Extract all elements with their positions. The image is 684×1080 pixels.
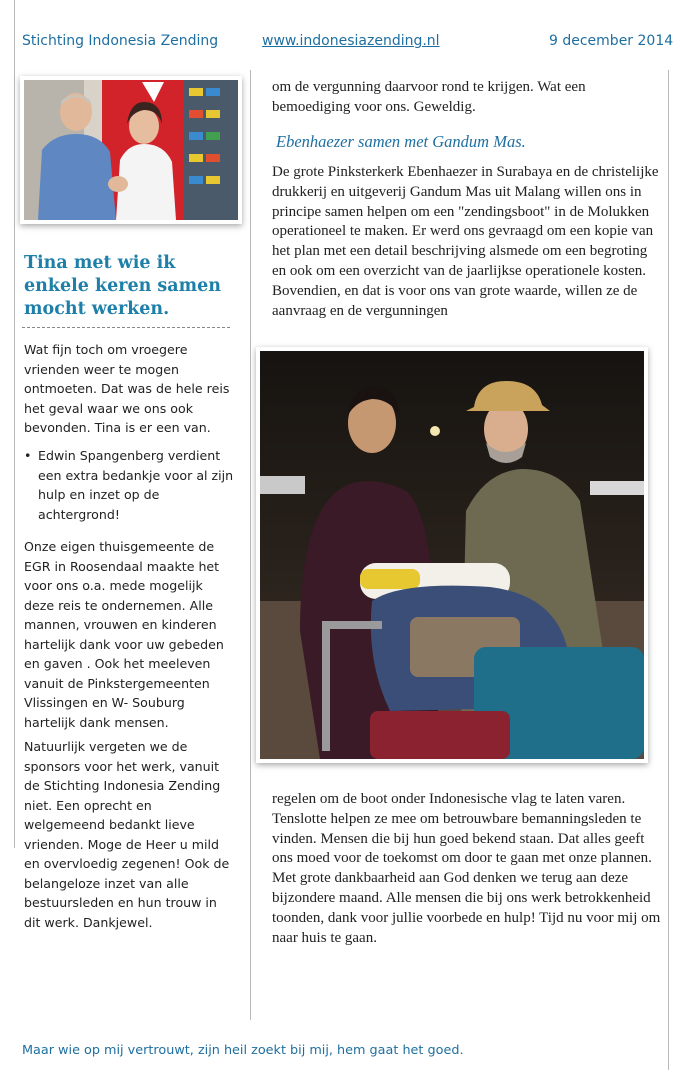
column-divider [250, 70, 251, 1020]
main-section-heading: Ebenhaezer samen met Gandum Mas. [276, 132, 526, 151]
sidebar-bullet-text: Edwin Spangenberg verdient een extra bedankje voor al zijn hulp en inzet op de achtergrond! [38, 448, 234, 522]
sidebar-paragraph-3 [24, 737, 236, 932]
sidebar-title: Tina met wie ik enkele keren samen mocht werken. [24, 253, 221, 319]
photo-airport-luggage [256, 347, 648, 763]
main-intro-text: om de vergunning daarvoor rond te krijgen. Wat een bemoediging voor ons. Geweldig. [272, 79, 586, 115]
main-paragraph-2-text: regelen om de boot onder Indonesische vlag te laten varen. Tenslotte helpen ze mee om betrouwbare bemanningsleden te vinden. Mensen die bij hun goed bekend staan. Dat alles geeft ons moed voor de toekomst om door te gaan met onze plannen. Met grote dankbaarheid aan God denken we terug aan deze bijzondere maand. Alle mensen die bij ons werk betrokkenheid toonden, dank voor jullie voorbede en hulp! Tijd nu voor mij om naar huis te gaan. [272, 791, 661, 946]
footer-verse: Maar wie op mij vertrouwt, zijn heil zoekt bij mij, hem gaat het goed. [22, 1043, 464, 1058]
sidebar-paragraph-1-text: Wat fijn toch om vroegere vrienden weer te mogen ontmoeten. Dat was de hele reis het geval waar we ons ook bevonden. Tina is er een van. [24, 342, 230, 435]
sidebar-title-divider [22, 327, 230, 328]
main-paragraph-2 [272, 790, 664, 948]
main-intro [272, 78, 664, 118]
main-paragraph-1-text: De grote Pinksterkerk Ebenhaezer in Surabaya en de christelijke drukkerij en uitgeverij Gandum Mas uit Malang willen ons in principe samen helpen om een "zendingsboot" in de Molukken operationeel te maken. Er werd ons gevraagd om een kopie van het plan met een detail beschrijving alsmede om een begroting en ook om een overzicht van de jaarlijkse operationele kosten. Bovendien, en dat is voor ons van grote waarde, willen ze de aanvraag en de vergunningen [272, 164, 659, 319]
sidebar-paragraph-1 [24, 340, 236, 438]
header-website-link[interactable]: www.indonesiazending.nl [262, 33, 440, 49]
right-margin-rule [668, 70, 669, 1070]
header-date: 9 december 2014 [549, 33, 674, 49]
bullet-icon: • [24, 448, 32, 463]
photo-tina [20, 76, 242, 224]
sidebar-paragraph-2-text: Onze eigen thuisgemeente de EGR in Roosendaal maakte het voor ons o.a. mede mogelijk deze reis te ondernemen. Alle mannen, vrouwen en kinderen hartelijk dank voor uw gebeden en gaven . Ook het meeleven vanuit de Pinkstergemeenten Vlissingen en W- Souburg hartelijk dank mensen. [24, 539, 224, 730]
header-organization: Stichting Indonesia Zending [22, 33, 219, 49]
sidebar-paragraph-2 [24, 537, 236, 732]
left-margin-rule [14, 0, 15, 848]
sidebar-paragraph-3-text: Natuurlijk vergeten we de sponsors voor het werk, vanuit de Stichting Indonesia Zending niet. Een oprecht en welgemeend bedankt lieve vrienden. Moge de Heer u mild en overvloedig zegenen! Ook de belangeloze inzet van alle bestuursleden en hun trouw in dit werk. Dankjewel. [24, 739, 230, 930]
main-paragraph-1 [272, 163, 664, 321]
